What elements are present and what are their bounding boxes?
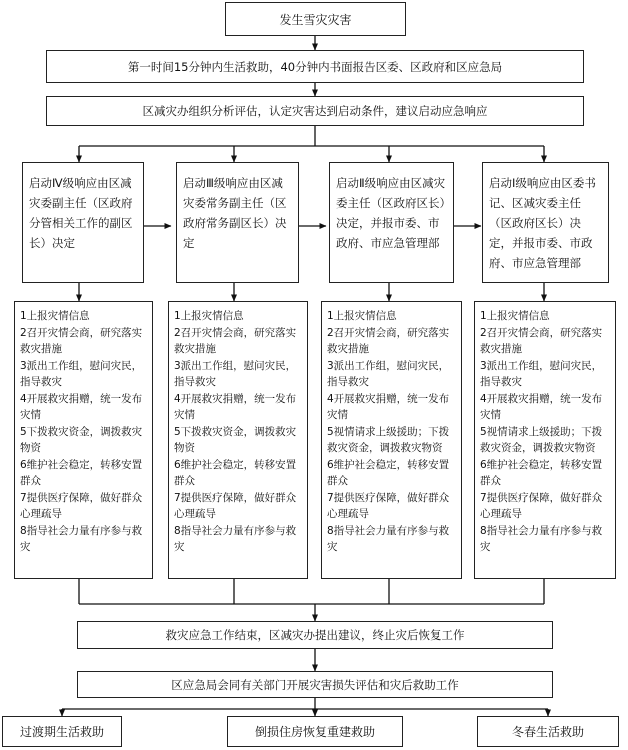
measure-item: 2召开灾情会商，研究落实救灾措施 (480, 326, 603, 355)
level-1-decision: 启动Ⅰ级响应由区委书记、区减灾委主任（区政府区长）决定，并报市委、市政府、市应急管理部 (482, 162, 609, 283)
measure-item: 5下拨救灾资金，调拨救灾物资 (20, 425, 143, 454)
measure-item: 3派出工作组，慰问灾民，指导救灾 (327, 359, 450, 388)
level-1-measures (474, 301, 616, 579)
start-node: 发生雪灾灾害 (225, 2, 406, 36)
level-2-decision: 启动Ⅱ级响应由区减灾委主任（区政府区长）决定，并报市委、市政府、市应急管理部 (329, 162, 454, 283)
measure-item: 8指导社会力量有序参与救灾 (480, 524, 603, 553)
measure-item: 1上报灾情信息 (174, 310, 244, 322)
measure-item: 6维护社会稳定，转移安置群众 (174, 458, 297, 487)
measure-item: 4开展救灾捐赠，统一发布灾情 (20, 392, 143, 421)
measure-item: 2召开灾情会商，研究落实救灾措施 (174, 326, 297, 355)
measure-item: 2召开灾情会商，研究落实救灾措施 (20, 326, 143, 355)
measure-item: 6维护社会稳定，转移安置群众 (480, 458, 603, 487)
outcome-transition: 过渡期生活救助 (2, 716, 122, 747)
level-3-decision: 启动Ⅲ级响应由区减灾委常务副主任（区政府常务副区长）决定 (176, 162, 299, 283)
measure-item: 7提供医疗保障，做好群众心理疏导 (20, 491, 143, 520)
measure-item: 6维护社会稳定，转移安置群众 (20, 458, 143, 487)
level-2-measures (321, 301, 462, 579)
measure-item: 8指导社会力量有序参与救灾 (327, 524, 450, 553)
outcome-rebuild: 倒损住房恢复重建救助 (227, 716, 403, 747)
level-4-decision: 启动Ⅳ级响应由区减灾委副主任（区政府分管相关工作的副区长）决定 (22, 162, 144, 283)
assess-node: 区减灾办组织分析评估，认定灾害达到启动条件，建议启动应急响应 (46, 96, 584, 126)
measure-item: 3派出工作组，慰问灾民，指导救灾 (480, 359, 603, 388)
measure-item: 1上报灾情信息 (480, 310, 550, 322)
measure-item: 1上报灾情信息 (327, 310, 397, 322)
measure-item: 7提供医疗保障，做好群众心理疏导 (174, 491, 297, 520)
measure-item: 7提供医疗保障，做好群众心理疏导 (327, 491, 450, 520)
level-3-measures (168, 301, 308, 579)
measure-item: 3派出工作组，慰问灾民，指导救灾 (20, 359, 143, 388)
measure-item: 8指导社会力量有序参与救灾 (174, 524, 297, 553)
measure-item: 4开展救灾捐赠，统一发布灾情 (327, 392, 450, 421)
measure-item: 1上报灾情信息 (20, 310, 90, 322)
measure-item: 5下拨救灾资金，调拨救灾物资 (174, 425, 297, 454)
measure-item: 6维护社会稳定，转移安置群众 (327, 458, 450, 487)
level-4-measures (14, 301, 153, 579)
measure-item: 5视情请求上级援助；下拨救灾资金，调拨救灾物资 (480, 425, 603, 454)
measure-item: 4开展救灾捐赠，统一发布灾情 (480, 392, 603, 421)
outcome-winter: 冬春生活救助 (477, 716, 619, 747)
measure-item: 3派出工作组，慰问灾民，指导救灾 (174, 359, 297, 388)
measure-item: 7提供医疗保障，做好群众心理疏导 (480, 491, 603, 520)
report-node: 第一时间15分钟内生活救助，40分钟内书面报告区委、区政府和区应急局 (46, 50, 584, 83)
measure-item: 4开展救灾捐赠，统一发布灾情 (174, 392, 297, 421)
measure-item: 8指导社会力量有序参与救灾 (20, 524, 143, 553)
recovery-node: 区应急局会同有关部门开展灾害损失评估和灾后救助工作 (77, 671, 553, 698)
measure-item: 5视情请求上级援助；下拨救灾资金，调拨救灾物资 (327, 425, 450, 454)
measure-item: 2召开灾情会商，研究落实救灾措施 (327, 326, 450, 355)
end-node: 救灾应急工作结束，区减灾办提出建议，终止灾后恢复工作 (77, 621, 553, 649)
